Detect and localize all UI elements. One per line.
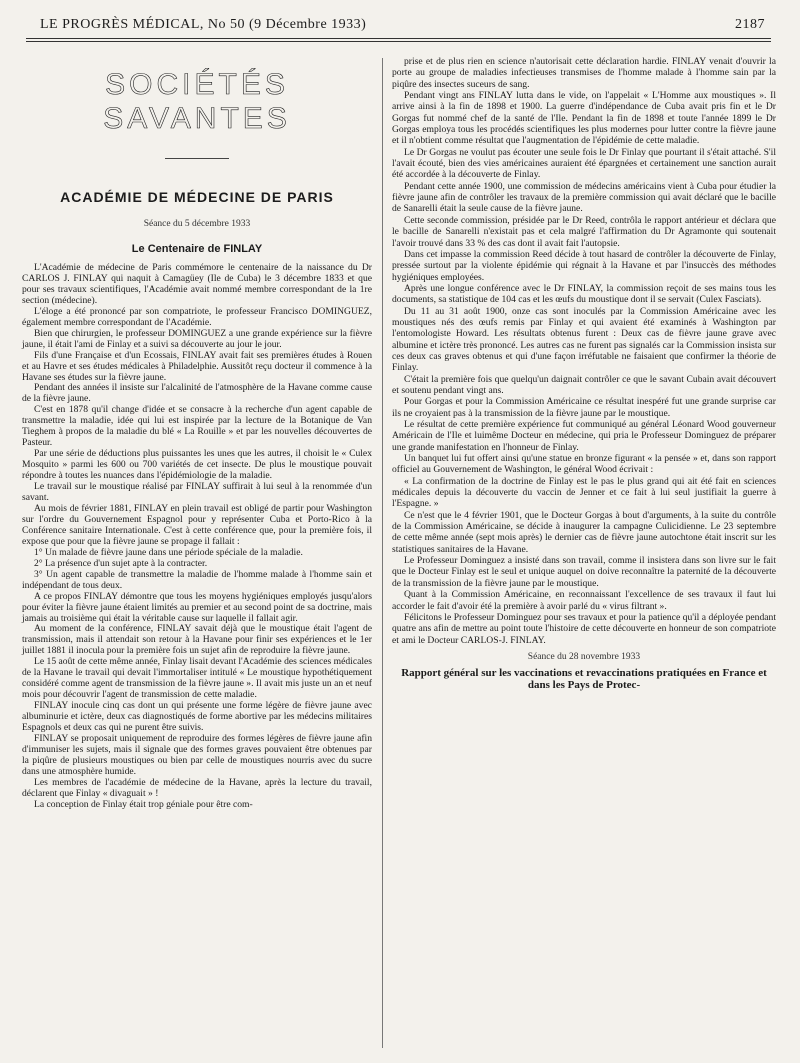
paragraph: Ce n'est que le 4 février 1901, que le Docteur Gorgas à bout d'arguments, à la suite du contrôle de la Commission Américaine, se décide à inaugurer la campagne Culicidienne. Le 23 septembre de cette même année (sept mois après) le dernier cas de fièvre jaune autochtone était inscrit sur les statistiques sanitaires de la Havane. xyxy=(392,509,776,555)
paragraph: Pour Gorgas et pour la Commission Américaine ce résultat inespéré fut une grande surprise car ils ne croyaient pas à la transmission de la fièvre jaune par le moustique. xyxy=(392,396,776,419)
paragraph: Pendant cette année 1900, une commission de médecins américains vient à Cuba pour étudier la fièvre jaune afin de contrôler les travaux de la première commission qui avait déclaré que le bacille de Sanarelli était la seule cause de la fièvre jaune. xyxy=(392,180,776,215)
header-rule xyxy=(26,38,771,42)
paragraph: Pendant des années il insiste sur l'alcalinité de l'atmosphère de la Havane comme cause de la fièvre jaune. xyxy=(22,382,372,405)
paragraph: Le Dr Gorgas ne voulut pas écouter une seule fois le Dr Finlay que pourtant il s'était attaché. S'il l'avait écouté, bien des vies américaines auraient été épargnées et certainement une sanction aurait été accordée à la découverte de Finlay. xyxy=(392,146,776,181)
article-title: Le Centenaire de FINLAY xyxy=(131,243,263,255)
paragraph: Après une longue conférence avec le Dr FINLAY, la commission reçoit de ses mains tous les documents, sa statistique de 104 cas et les œufs du moustique dont il se servait (Culex Fasciats). xyxy=(392,282,776,306)
paragraph: Le travail sur le moustique réalisé par FINLAY suffirait à lui seul à la renommée d'un savant. xyxy=(22,481,372,504)
paragraph: Un banquet lui fut offert ainsi qu'une statue en bronze figurant « la pensée » et, dans son rapport officiel au Gouvernement de Washington, le général Wood écrivait : xyxy=(392,453,776,476)
paragraph: Par une série de déductions plus puissantes les unes que les autres, il choisit le « Culex Mosquito » parmi les 600 ou 700 variétés de cet insecte. De plus le moustique pouvait répondre à toutes les nuances dans l'épidémiologie de la maladie. xyxy=(22,448,372,482)
academy-title: ACADÉMIE DE MÉDECINE DE PARIS xyxy=(60,189,334,205)
paragraph: Au moment de la conférence, FINLAY savait déjà que le moustique était l'agent de transmission, mais il attendait son retour à la Havane pour finir ses expériences et le 1er juillet 1881 il inocula pour la première fois un sujet afin de reproduire la fièvre jaune. xyxy=(22,623,372,657)
paragraph: A ce propos FINLAY démontre que tous les moyens hygiéniques employés jusqu'alors pour éviter la fièvre jaune étaient limités au premier et au second point de sa doctrine, mais jamais au troisième qui était la véritable cause sur laquelle il fallait agir. xyxy=(22,590,372,624)
paragraph: C'est en 1878 qu'il change d'idée et se consacre à la recherche d'un agent capable de transmettre la maladie, idée qui lui est inspirée par la lecture de la Botanique de Van Tieghem à propos de la maladie du blé « La Rouille » et par les nouvelles découvertes de Pasteur. xyxy=(22,404,372,449)
second-article-title: Rapport général sur les vaccinations et revaccinations pratiquées en France et dans les Pays de Protec- xyxy=(401,666,767,692)
paragraph: Dans cet impasse la commission Reed décide à tout hasard de contrôler la découverte de Finlay, pressée surtout par la violente épidémie qui régnait à la Havane et par l'insuccès des méthodes hygiéniques employées. xyxy=(392,248,776,283)
paragraph: C'était la première fois que quelqu'un daignait contrôler ce que le savant Cubain avait découvert et soutenu pendant vingt ans. xyxy=(392,373,776,396)
paragraph: L'éloge a été prononcé par son compatriote, le professeur Francisco DOMINGUEZ, également membre correspondant de l'Académie. xyxy=(22,305,372,328)
paragraph: FINLAY inocule cinq cas dont un qui présente une forme légère de fièvre jaune avec albuminurie et ictère, deux cas diagnostiqués de forme abortive par les médecins militaires Espagnols et deux cas qui ne purent être suivis. xyxy=(22,700,372,734)
paragraph: Le 15 août de cette même année, Finlay lisait devant l'Académie des sciences médicales de la Havane le travail qui devait l'immortaliser intitulé « Le moustique hypothétiquement considéré comme agent de transmission de la fièvre jaune ». Il avait mis juste un an et neuf mois pour découvrir l'agent de transmission de cette maladie. xyxy=(22,656,372,701)
paragraph: Au mois de février 1881, FINLAY en plein travail est obligé de partir pour Washington sur l'ordre du Gouvernement Espagnol pour y représenter Cuba et Porto-Rico à la Conférence sanitaire Internationale. C'est à cette conférence que, pour la première fois, il expose que pour que la fièvre jaune se propage il fallait : xyxy=(22,502,372,547)
paragraph: prise et de plus rien en science n'autorisait cette déclaration hardie. FINLAY venait d'ouvrir la porte au groupe de maladies infectieuses transmises de l'homme malade à l'homme sain par la piqûre des insectes suceurs de sang. xyxy=(392,56,776,90)
paragraph: 2° La présence d'un sujet apte à la contracter. xyxy=(34,557,208,569)
left-column xyxy=(22,56,372,811)
running-header xyxy=(40,15,765,35)
column-divider xyxy=(382,58,383,1048)
right-column xyxy=(392,56,776,692)
section-title: SOCIÉTÉS SAVANTES xyxy=(103,68,291,135)
left-article-body xyxy=(22,263,372,811)
paragraph: « La confirmation de la doctrine de Finlay est le pas le plus grand qui ait été fait en sciences médicales depuis la découverte du vaccin de Jenner et ce fait à lui seul justifiait la guerre à l'Espagne. » xyxy=(392,475,776,510)
seance-date: Séance du 5 décembre 1933 xyxy=(143,219,251,229)
paragraph: Quant à la Commission Américaine, en reconnaissant l'excellence de ses travaux il faut lui accorder le fait d'avoir été la première à avoir parlé du « virus filtrant ». xyxy=(392,589,776,612)
right-article-body xyxy=(392,56,776,646)
journal-header-title: LE PROGRÈS MÉDICAL, No 50 (9 Décembre 1933) xyxy=(40,17,367,32)
second-seance-date: Séance du 28 novembre 1933 xyxy=(527,651,641,662)
title-rule xyxy=(165,158,229,159)
paragraph: Les membres de l'académie de médecine de la Havane, après la lecture du travail, déclarent que Finlay « divaguait » ! xyxy=(22,776,372,799)
paragraph: FINLAY se proposait uniquement de reproduire des formes légères de fièvre jaune afin d'immuniser les sujets, mais il signale que des formes graves pouvaient être obtenues par la piqûre de plusieurs moustiques ou bien par celle de moustiques nourris avec du sucre dans une atmosphère humide. xyxy=(22,732,372,777)
paragraph: Cette seconde commission, présidée par le Dr Reed, contrôla le rapport antérieur et déclara que le bacille de Sanarelli n'existait pas et cela malgré l'affirmation du Dr Agramonte qui soutenait l'avoir trouvé dans 33 % des cas dont il avait fait l'autopsie. xyxy=(392,214,776,249)
paragraph: Bien que chirurgien, le professeur DOMINGUEZ a une grande expérience sur la fièvre jaune, il était l'ami de Finlay et a suivi sa découverte au jour le jour. xyxy=(22,327,372,350)
paragraph: Pendant vingt ans FINLAY lutta dans le vide, on l'appelait « L'Homme aux moustiques ». Il arrive ainsi à la fin de 1898 et 1900. La guerre d'indépendance de Cuba avait pris fin et le Dr Gorgas fut nommé chef de la santé de l'Ile. Pendant la fin de 1898 et toute l'année 1899 le Dr Gorgas employa tous les procédés scientifiques les plus modernes pour lutter contre la fièvre jaune et il n'obtient comme résultat que l'augmentation de l'épidémie de cette maladie. xyxy=(392,90,776,147)
paragraph: Le résultat de cette première expérience fut communiqué au général Léonard Wood gouverneur Américain de l'Ile et luimême Docteur en médecine, qui pria le Professeur Dominguez de préparer une grande manifestation en l'honneur de Finlay. xyxy=(392,419,776,453)
paragraph: L'Académie de médecine de Paris commémore le centenaire de la naissance du Dr CARLOS J. FINLAY qui naquit à Camagüey (Ile de Cuba) le 3 décembre 1833 et que pour ses travaux scientifiques, l'Académie avait nommé membre correspondant de la 1re section (médecine). xyxy=(22,262,372,306)
paragraph: Fils d'une Française et d'un Ecossais, FINLAY avait fait ses premières études à Rouen et au Havre et ses études médicales à Philadelphie. Aussitôt reçu docteur il commence à la Havane ses études sur la fièvre jaune. xyxy=(22,349,372,383)
page-number: 2187 xyxy=(735,17,765,32)
paragraph: Félicitons le Professeur Dominguez pour ses travaux et pour la patience qu'il a déployée pendant quatre ans afin de mettre au point toute l'histoire de cette découverte en honneur de son compatriote et ami le Docteur CARLOS-J. FINLAY. xyxy=(392,611,776,646)
paragraph: 3° Un agent capable de transmettre la maladie de l'homme malade à l'homme sain et indépendant de tous deux. xyxy=(22,568,372,591)
paragraph: Du 11 au 31 août 1900, onze cas sont inoculés par la Commission Américaine avec les moustiques nés des œufs remis par Finlay et qui avaient été examinés à Washington par l'entomologiste Howard. Les résultats obtenus furent : Deux cas de fièvre jaune grave avec albumine et ictère très prononcé. Les autres cas ne furent pas signalés car la Commission insista sur ces deux cas graves obtenus et qui d'une façon irréfutable ne faisaient que confirmer la théorie de Finlay. xyxy=(392,305,776,374)
paragraph: Le Professeur Dominguez a insisté dans son travail, comme il insistera dans son livre sur le fait que le Docteur Finlay est le seul et unique auquel on doive reconnaître la paternité de la découverte de la transmission de la fièvre jaune par le moustique. xyxy=(392,555,776,589)
paragraph: La conception de Finlay était trop géniale pour être com- xyxy=(34,798,253,810)
paragraph: 1° Un malade de fièvre jaune dans une période spéciale de la maladie. xyxy=(34,546,303,558)
